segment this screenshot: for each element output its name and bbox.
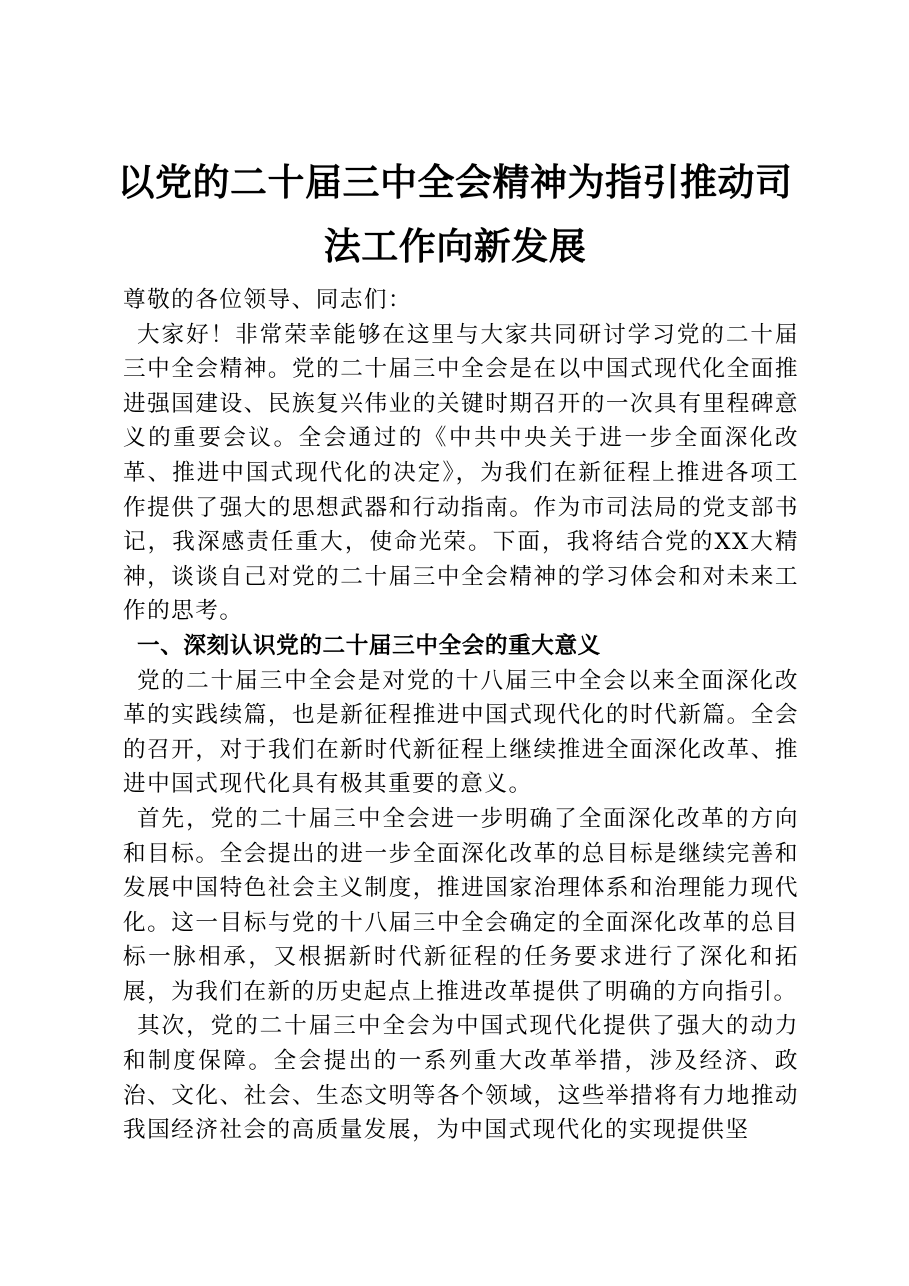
paragraph-significance: 党的二十届三中全会是对党的十八届三中全会以来全面深化改革的实践续篇，也是新征程推进中国式现代化的时代新篇。全会的召开，对于我们在新时代新征程上继续推进全面深化改革、推进中国式现代化具有极其重要的意义。 — [123, 667, 799, 798]
document-title: 以党的二十届三中全会精神为指引推动司法工作向新发展 — [117, 160, 793, 268]
section-heading: 一、深刻认识党的二十届三中全会的重大意义 — [137, 632, 601, 659]
salutation: 尊敬的各位领导、同志们： — [123, 287, 413, 313]
document-body — [123, 283, 799, 1148]
paragraph-opening: 大家好！非常荣幸能够在这里与大家共同研讨学习党的二十届三中全会精神。党的二十届三中全会是在以中国式现代化全面推进强国建设、民族复兴伟业的关键时期召开的一次具有里程碑意义的重要会议。全会通过的《中共中央关于进一步全面深化改革、推进中国式现代化的决定》，为我们在新征程上推进各项工作提供了强大的思想武器和行动指南。作为市司法局的党支部书记，我深感责任重大，使命光荣。下面，我将结合党的XX大精神，谈谈自己对党的二十届三中全会精神的学习体会和对未来工作的思考。 — [123, 321, 799, 625]
paragraph-first-point: 首先，党的二十届三中全会进一步明确了全面深化改革的方向和目标。全会提出的进一步全面深化改革的总目标是继续完善和发展中国特色社会主义制度，推进国家治理体系和治理能力现代化。这一目标与党的十八届三中全会确定的全面深化改革的总目标一脉相承，又根据新时代新征程的任务要求进行了深化和拓展，为我们在新的历史起点上推进改革提供了明确的方向指引。 — [123, 805, 799, 1005]
paragraph-second-point: 其次，党的二十届三中全会为中国式现代化提供了强大的动力和制度保障。全会提出的一系列重大改革举措，涉及经济、政治、文化、社会、生态文明等各个领域，这些举措将有力地推动我国经济社会的高质量发展，为中国式现代化的实现提供坚 — [123, 1013, 799, 1144]
